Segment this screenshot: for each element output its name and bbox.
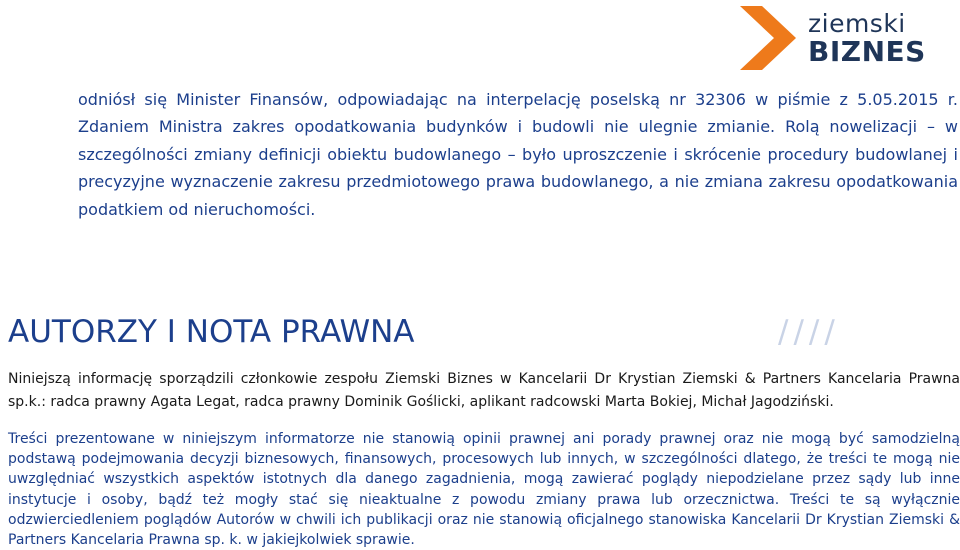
logo-text-ziemski: ziemski [808,9,906,38]
body-text-block [78,86,958,223]
legal-paragraph: Treści prezentowane w niniejszym informatorze nie stanowią opinii prawnej ani porady prawnej oraz nie mogą być samodzielną podstawą podejmowania decyzji biznesowych, finansowych, procesowych lub innych, w szczególności dlatego, że treści te mogą nie uwzględniać wszystkich aspektów istotnych dla danego zagadnienia, mogą zawierać poglądy niepodzielane przez sądy lub inne instytucje i osoby, bądź też mogły stać się nieaktualne z powodu zmiany prawa lub orzecznictwa. Treści te są wyłącznie odzwierciedleniem poglądów Autorów w chwili ich publikacji oraz nie stanowią oficjalnego stanowiska Kancelarii Dr Krystian Ziemski & Partners Kancelaria Prawna sp. k. w jakiejkolwiek sprawie. [8,431,960,549]
authors-paragraph: Niniejszą informację sporządzili członkowie zespołu Ziemski Biznes w Kancelarii Dr Krystian Ziemski & Partners Kancelaria Prawna sp.k.: radca prawny Agata Legat, radca prawny Dominik Goślicki, aplikant radcowski Marta Bokiej, Michał Jagodziński. [8,371,960,410]
decorative-slashes: //// [778,314,840,350]
logo-text-biznes: BIZNES [808,35,926,68]
ziemski-biznes-logo [738,4,928,70]
section-title: AUTORZY I NOTA PRAWNA [8,314,415,350]
authors-block [8,368,960,413]
logo-chevron-icon [738,4,808,70]
legal-notice-block [8,429,960,550]
body-paragraph: odniósł się Minister Finansów, odpowiadając na interpelację poselską nr 32306 w piśmie z 5.05.2015 r. Zdaniem Ministra zakres opodatkowania budynków i budowli nie ulegnie zmianie. Rolą nowelizacji – w szczególności zmiany definicji obiektu budowlanego – było uproszczenie i skrócenie procedury budowlanej i precyzyjne wyznaczenie zakresu przedmiotowego prawa budowlanego, a nie zmiana zakresu opodatkowania podatkiem od nieruchomości. [78,90,958,219]
